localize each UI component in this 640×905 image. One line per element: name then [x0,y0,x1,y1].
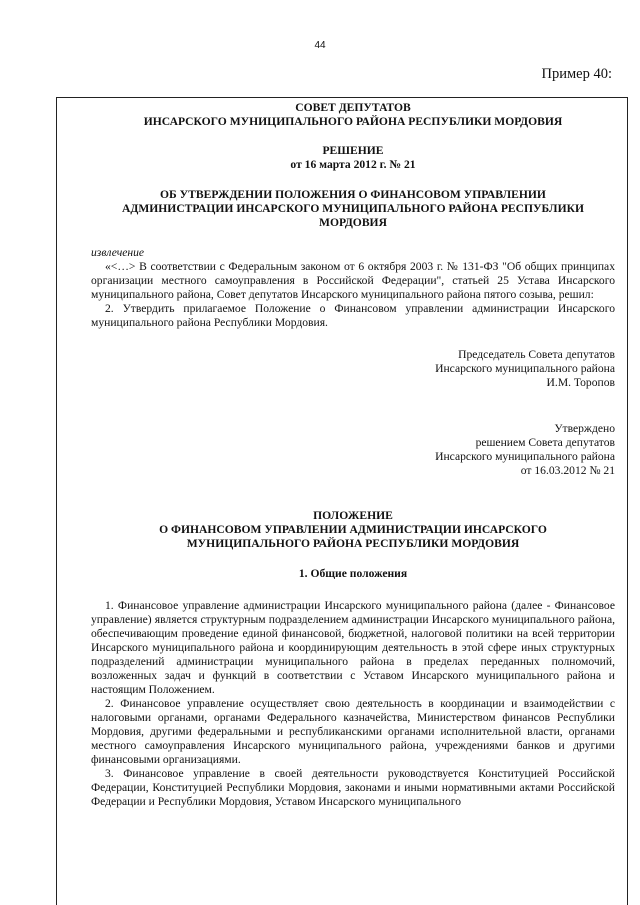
regulation-title: ПОЛОЖЕНИЕ [313,509,393,522]
signature-district: Инсарского муниципального района [435,362,615,375]
document-title-line3: МОРДОВИЯ [319,216,387,229]
approval-date: от 16.03.2012 № 21 [520,464,615,477]
document-title-line2: АДМИНИСТРАЦИИ ИНСАРСКОГО МУНИЦИПАЛЬНОГО РАЙОНА РЕСПУБЛИКИ [121,202,585,215]
regulation-item-1: 1. Финансовое управление администрации Инсарского муниципального района (далее - Финансовое управление) является структурным подразделением администрации Инсарского муниципального района, обеспечивающим проведение единой финансовой, бюджетной, налоговой политики на всей территории Инсарского муниципального района и координирующим деятельность в этой сфере иных структурных подразделений администрации муниципального района в пределах переданных полномочий, возложенных задач и функций в соответствии с Уставом Инсарского муниципального района и настоящим Положением. [91,599,615,696]
document-title-line1: ОБ УТВЕРЖДЕНИИ ПОЛОЖЕНИЯ О ФИНАНСОВОМ УПРАВЛЕНИИ [160,188,546,201]
extract-paragraph-1: «<…> В соответствии с Федеральным законом от 6 октября 2003 г. № 131-ФЗ "Об общих принципах организации местного самоуправления в Российской Федерации", статьей 25 Устава Инсарского муниципального района, Совет депутатов Инсарского муниципального района пятого созыва, решил: [91,260,615,301]
section-heading: 1. Общие положения [298,567,408,580]
extract-paragraph-2: 2. Утвердить прилагаемое Положение о Финансовом управлении администрации Инсарского муниципального района Республики Мордовия. [91,302,615,329]
document-frame [56,97,628,905]
regulation-item-3: 3. Финансовое управление в своей деятельности руководствуется Конституцией Российской Федерации, Конституцией Республики Мордовия, законами и иными нормативными актами Российской Федерации и Республики Мордовия, Уставом Инсарского муниципального [91,767,615,808]
example-label: Пример 40: [541,66,612,82]
document-date: от 16 марта 2012 г. № 21 [290,158,416,171]
regulation-subtitle-line1: О ФИНАНСОВОМ УПРАВЛЕНИИ АДМИНИСТРАЦИИ ИНСАРСКОГО [159,523,547,536]
approval-label: Утверждено [554,422,615,435]
document-type: РЕШЕНИЕ [322,144,384,157]
regulation-item-2: 2. Финансовое управление осуществляет свою деятельность в координации и взаимодействии с налоговыми органами, органами Федерального казначейства, Министерством финансов Республики Мордовия, другими федеральными и республиканскими органами исполнительной власти, органами местного самоуправления Инсарского муниципального района, учреждениями банков и другими финансовыми организациями. [91,697,615,766]
extract-label: извлечение [91,246,145,259]
approval-district: Инсарского муниципального района [435,450,615,463]
page-number: 44 [314,40,326,51]
org-name-line2: ИНСАРСКОГО МУНИЦИПАЛЬНОГО РАЙОНА РЕСПУБЛИКИ МОРДОВИЯ [143,115,563,128]
org-name-line1: СОВЕТ ДЕПУТАТОВ [295,101,411,114]
signature-title: Председатель Совета депутатов [458,348,615,361]
approval-decision: решением Совета депутатов [475,436,615,449]
document-body [57,98,629,809]
signature-name: И.М. Торопов [546,376,615,389]
regulation-subtitle-line2: МУНИЦИПАЛЬНОГО РАЙОНА РЕСПУБЛИКИ МОРДОВИЯ [186,537,520,550]
